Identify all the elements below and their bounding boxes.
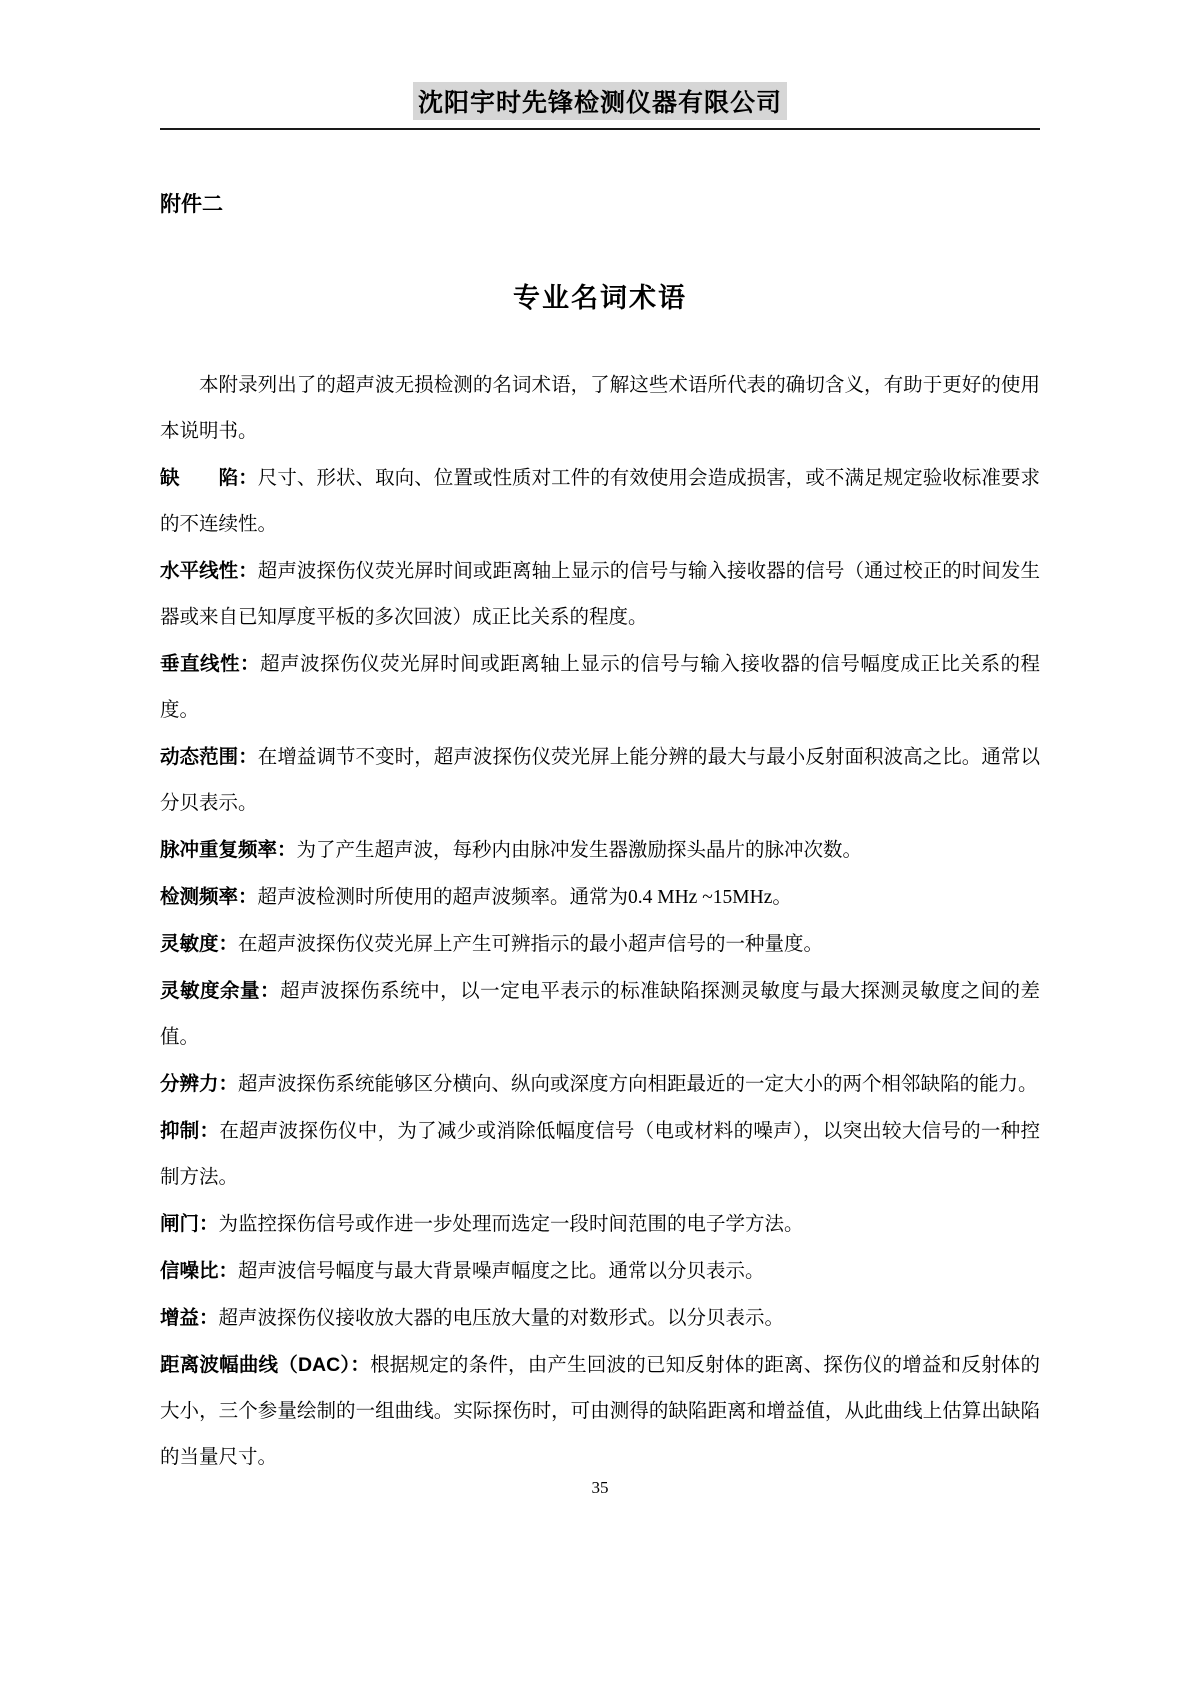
term-entry [160,1295,1040,1342]
term-entry [160,827,1040,874]
page-footer [0,1478,1200,1498]
term-label: 灵敏度： [160,933,239,955]
term-entry [160,641,1040,734]
term-entry [160,968,1040,1061]
term-entry [160,921,1040,968]
term-entry [160,548,1040,641]
term-definition: 超声波探伤系统中，以一定电平表示的标准缺陷探测灵敏度与最大探测灵敏度之间的差值。 [160,981,1040,1048]
term-label: 灵敏度余量： [160,980,281,1002]
term-label: 动态范围： [160,746,258,768]
document-header [160,82,1040,130]
page-number: 35 [591,1478,609,1497]
term-definition: 在超声波探伤仪荧光屏上产生可辨指示的最小超声信号的一种量度。 [238,934,824,955]
term-entry [160,1108,1040,1201]
term-definition: 根据规定的条件，由产生回波的已知反射体的距离、探伤仪的增益和反射体的大小，三个参量绘制的一组曲线。实际探伤时，可由测得的缺陷距离和增益值，从此曲线上估算出缺陷的当量尺寸。 [160,1355,1040,1468]
term-entry [160,874,1040,921]
term-label: 增益： [160,1307,219,1329]
terms-list [160,455,1040,1481]
term-label: 缺 陷： [160,467,258,489]
term-definition: 超声波信号幅度与最大背景噪声幅度之比。通常以分贝表示。 [238,1261,765,1282]
term-label: 分辨力： [160,1073,239,1095]
term-label: 检测频率： [160,886,258,908]
term-entry [160,1201,1040,1248]
term-label: 垂直线性： [160,653,261,675]
term-label: 闸门： [160,1213,219,1235]
term-definition: 超声波探伤仪荧光屏时间或距离轴上显示的信号与输入接收器的信号幅度成正比关系的程度。 [160,654,1040,721]
term-entry [160,734,1040,827]
term-label: 水平线性： [160,560,258,582]
company-name: 沈阳宇时先锋检测仪器有限公司 [413,82,787,120]
term-definition: 尺寸、形状、取向、位置或性质对工件的有效使用会造成损害，或不满足规定验收标准要求的不连续性。 [160,468,1040,535]
term-definition: 为监控探伤信号或作进一步处理而选定一段时间范围的电子学方法。 [218,1214,804,1235]
term-definition: 在增益调节不变时，超声波探伤仪荧光屏上能分辨的最大与最小反射面积波高之比。通常以分贝表示。 [160,747,1040,814]
page-title: 专业名词术语 [513,283,687,313]
term-label: 距离波幅曲线（DAC）： [160,1354,371,1376]
term-definition: 超声波检测时所使用的超声波频率。通常为0.4 MHz ~15MHz。 [257,887,792,908]
term-label: 脉冲重复频率： [160,839,297,861]
term-definition: 超声波探伤仪接收放大器的电压放大量的对数形式。以分贝表示。 [218,1308,785,1329]
term-definition: 超声波探伤仪荧光屏时间或距离轴上显示的信号与输入接收器的信号（通过校正的时间发生器或来自已知厚度平板的多次回波）成正比关系的程度。 [160,561,1040,628]
term-label: 抑制： [160,1120,220,1142]
term-definition: 在超声波探伤仪中，为了减少或消除低幅度信号（电或材料的噪声），以突出较大信号的一种控制方法。 [160,1121,1040,1188]
term-label: 信噪比： [160,1260,239,1282]
term-definition: 超声波探伤系统能够区分横向、纵向或深度方向相距最近的一定大小的两个相邻缺陷的能力。 [238,1074,1038,1095]
term-entry [160,1342,1040,1481]
term-entry [160,1248,1040,1295]
term-entry [160,1061,1040,1108]
attachment-label: 附件二 [160,192,223,216]
term-definition: 为了产生超声波，每秒内由脉冲发生器激励探头晶片的脉冲次数。 [296,840,863,861]
intro-paragraph: 本附录列出了的超声波无损检测的名词术语，了解这些术语所代表的确切含义，有助于更好的使用本说明书。 [160,375,1040,442]
term-entry [160,455,1040,548]
